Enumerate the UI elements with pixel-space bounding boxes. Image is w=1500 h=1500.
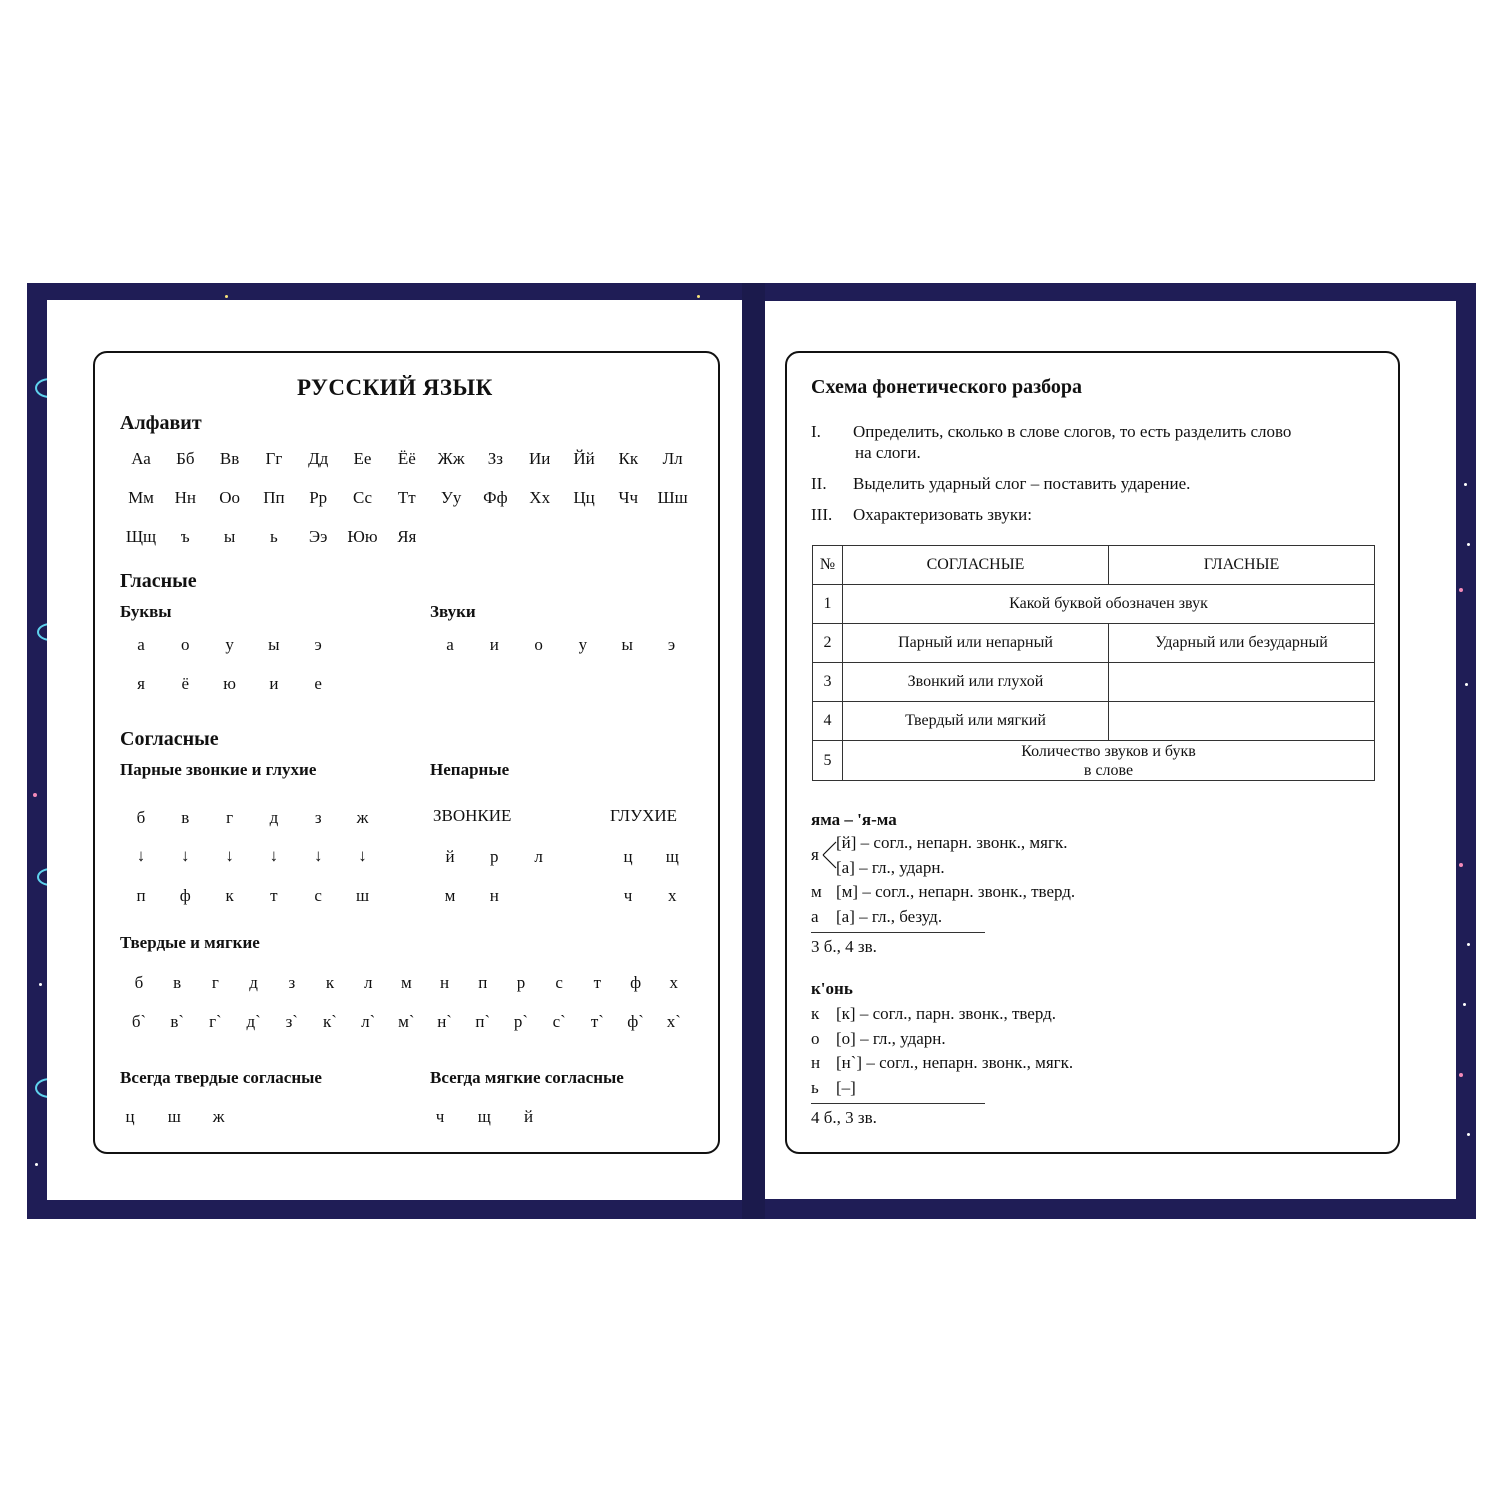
header-consonants: СОГЛАСНЫЕ xyxy=(843,546,1109,585)
hard-consonant: л xyxy=(363,973,373,992)
alphabet-letter: Ёё xyxy=(397,449,416,468)
voiceless-label: ГЛУХИЕ xyxy=(610,806,678,825)
example-1-heading: яма – 'я-ма xyxy=(811,810,897,829)
alphabet-letter: Цц xyxy=(573,488,595,507)
always-hard-letter: ш xyxy=(167,1107,181,1126)
vowels-heading: Гласные xyxy=(120,570,197,592)
hard-consonant: д xyxy=(249,973,258,992)
row-cell xyxy=(1109,702,1375,741)
row-cell: Парный или непарный xyxy=(843,624,1109,663)
unpaired-heading: Непарные xyxy=(430,760,510,779)
table-row xyxy=(813,741,1375,781)
row-cell xyxy=(1109,663,1375,702)
alphabet-letter: Нн xyxy=(174,488,196,507)
unpaired-voiceless-letter: ц xyxy=(623,847,633,866)
paired-voiced-letter: г xyxy=(226,808,234,827)
alphabet-letter: Фф xyxy=(483,488,508,507)
row-number: 3 xyxy=(813,663,843,702)
soft-consonant: н` xyxy=(437,1012,452,1031)
vowel-sound: э xyxy=(667,635,676,654)
vowel-letter: ю xyxy=(223,674,236,693)
step-3-text: Охарактеризовать звуки: xyxy=(853,505,1032,524)
example-1-m-sound: [м] – согл., непарн. звонк., тверд. xyxy=(836,882,1076,901)
alphabet-letter: Ии xyxy=(529,449,551,468)
step-1-text: Определить, сколько в слове слогов, то есть разделить слово xyxy=(853,422,1292,441)
vowel-letter: а xyxy=(137,635,145,654)
alphabet-letter: ы xyxy=(223,527,236,546)
sounds-heading: Звуки xyxy=(430,602,476,621)
alphabet-letter: Уу xyxy=(440,488,462,507)
paired-voiceless-letter: ш xyxy=(355,886,370,905)
scheme-title: Схема фонетического разбора xyxy=(811,376,1083,398)
step-3-num: III. xyxy=(811,505,833,524)
hard-consonant: п xyxy=(478,973,488,992)
hard-consonant: с xyxy=(555,973,563,992)
alphabet-letter: Яя xyxy=(397,527,417,546)
voiced-label: ЗВОНКИЕ xyxy=(433,806,512,825)
vowel-sound: у xyxy=(578,635,588,654)
unpaired-voiceless-letter: х xyxy=(668,886,677,905)
hard-consonant: т xyxy=(593,973,602,992)
alphabet-letter: Бб xyxy=(176,449,195,468)
alphabet-letter: Мм xyxy=(128,488,154,507)
table-row xyxy=(813,585,1375,624)
vowel-sound: о xyxy=(534,635,543,654)
example-2-letter: ь xyxy=(811,1077,819,1097)
page-title: РУССКИЙ ЯЗЫК xyxy=(297,375,493,400)
unpaired-voiced-letter: л xyxy=(534,847,543,866)
row-cell xyxy=(843,741,1375,781)
always-soft-letter: щ xyxy=(477,1107,491,1126)
paired-voiceless-letter: т xyxy=(270,886,278,905)
paired-voiceless-letter: с xyxy=(314,886,322,905)
left-frame xyxy=(93,351,720,1154)
alphabet-letter: Лл xyxy=(662,449,683,468)
header-vowels: ГЛАСНЫЕ xyxy=(1109,546,1375,585)
alphabet-letter: Шш xyxy=(657,488,688,507)
unpaired-voiced-letter: м xyxy=(444,886,456,905)
alphabet-letter: Щщ xyxy=(125,527,157,546)
alphabet-letter: Пп xyxy=(263,488,285,507)
example-1-ya-sound-2: [а] – гл., ударн. xyxy=(836,858,945,877)
example-2-sound: [о] – гл., ударн. xyxy=(836,1028,946,1048)
alphabet-letter: Вв xyxy=(219,449,240,468)
vowel-letter: э xyxy=(314,635,322,654)
alphabet-letter: Ээ xyxy=(308,527,328,546)
always-hard-heading: Всегда твердые согласные xyxy=(120,1068,322,1087)
soft-consonant: с` xyxy=(552,1012,566,1031)
paired-voiceless-letter: п xyxy=(136,886,146,905)
alphabet-letter: Зз xyxy=(487,449,503,468)
header-number: № xyxy=(813,546,843,585)
example-1-ya-sound-1: [й] – согл., непарн. звонк., мягк. xyxy=(836,833,1068,852)
alphabet-heading: Алфавит xyxy=(120,412,202,434)
soft-consonant: в` xyxy=(170,1012,185,1031)
alphabet-letter: ь xyxy=(270,527,278,546)
arrow-down-icon: ↓ xyxy=(136,846,146,865)
alphabet-letter: Йй xyxy=(573,449,595,468)
hard-consonant: м xyxy=(401,973,412,992)
example-1-a-letter: а xyxy=(811,907,819,926)
soft-consonant: м` xyxy=(398,1012,415,1031)
soft-consonant: л` xyxy=(361,1012,376,1031)
vowel-letter: о xyxy=(181,635,190,654)
unpaired-voiced-letter: р xyxy=(490,847,499,866)
soft-consonant: г` xyxy=(209,1012,222,1031)
hard-consonant: н xyxy=(440,973,450,992)
vowel-letter: я xyxy=(137,674,145,693)
unpaired-voiceless-letter: ч xyxy=(623,886,633,905)
table-header-row xyxy=(813,546,1375,585)
arrow-down-icon: ↓ xyxy=(313,846,323,865)
example-2-divider xyxy=(811,1103,985,1104)
hard-consonant: ф xyxy=(630,973,642,992)
book-spine xyxy=(742,283,765,1219)
soft-consonant: ф` xyxy=(627,1012,644,1031)
hard-soft-heading: Твердые и мягкие xyxy=(120,933,260,952)
always-soft-letter: й xyxy=(524,1107,534,1126)
paired-voiced-letter: б xyxy=(136,808,146,827)
unpaired-voiceless-letter: щ xyxy=(665,847,679,866)
table-row xyxy=(813,702,1375,741)
always-hard-letter: ж xyxy=(212,1107,225,1126)
paired-voiceless-letter: к xyxy=(225,886,234,905)
alphabet-letter: ъ xyxy=(180,527,190,546)
soft-consonant: б` xyxy=(131,1012,147,1031)
example-2-letter: о xyxy=(811,1028,820,1048)
letters-heading: Буквы xyxy=(120,602,172,621)
example-2-sound: [к] – согл., парн. звонк., тверд. xyxy=(836,1004,1057,1023)
row-cell: Твердый или мягкий xyxy=(843,702,1109,741)
consonants-heading: Согласные xyxy=(120,728,219,750)
always-hard-letter: ц xyxy=(125,1107,135,1126)
example-2-sound: [–] xyxy=(836,1077,856,1097)
paired-voiced-letter: з xyxy=(314,808,322,827)
alphabet-letter: Оо xyxy=(219,488,240,507)
example-1-letter-ya: я xyxy=(811,845,819,864)
alphabet-letter: Дд xyxy=(308,449,329,468)
row-cell-line: в слове xyxy=(1083,761,1134,779)
hard-consonant: х xyxy=(669,973,679,992)
vowel-sound: и xyxy=(489,635,499,654)
alphabet-letter: Чч xyxy=(618,488,639,507)
paired-voiced-letter: д xyxy=(269,808,279,827)
alphabet-letter: Аа xyxy=(131,449,151,468)
hard-consonant: к xyxy=(325,973,335,992)
alphabet-letter: Жж xyxy=(437,449,465,468)
hard-consonant: р xyxy=(516,973,526,992)
alphabet-letter: Ее xyxy=(353,449,372,468)
vowel-sound: ы xyxy=(621,635,633,654)
hard-consonant: г xyxy=(211,973,219,992)
always-soft-heading: Всегда мягкие согласные xyxy=(430,1068,624,1087)
example-1-m-letter: м xyxy=(811,882,822,901)
alphabet-letter: Хх xyxy=(529,488,551,507)
example-1-a-sound: [а] – гл., безуд. xyxy=(836,907,943,926)
soft-consonant: х` xyxy=(666,1012,681,1031)
soft-consonant: з` xyxy=(285,1012,298,1031)
soft-consonant: к` xyxy=(323,1012,337,1031)
unpaired-voiced-letter: н xyxy=(489,886,499,905)
row-number: 4 xyxy=(813,702,843,741)
soft-consonant: т` xyxy=(590,1012,604,1031)
paired-voiceless-letter: ф xyxy=(179,886,191,905)
alphabet-letter: Рр xyxy=(309,488,328,507)
paired-voiced-letter: ж xyxy=(356,808,369,827)
soft-consonant: п` xyxy=(475,1012,491,1031)
alphabet-letter: Тт xyxy=(397,488,416,507)
paired-heading: Парные звонкие и глухие xyxy=(120,760,317,779)
example-2-heading: к'онь xyxy=(811,979,853,998)
step-1-text-cont: на слоги. xyxy=(855,443,921,462)
table-row xyxy=(813,624,1375,663)
example-2-letter: к xyxy=(811,1004,820,1023)
row-number: 1 xyxy=(813,585,843,624)
table-row xyxy=(813,663,1375,702)
hard-consonant: з xyxy=(288,973,296,992)
row-cell-line: Количество звуков и букв xyxy=(1021,742,1196,760)
vowel-sound: а xyxy=(446,635,454,654)
alphabet-letter: Юю xyxy=(347,527,378,546)
step-1-num: I. xyxy=(811,422,821,441)
step-2-text: Выделить ударный слог – поставить ударение. xyxy=(853,474,1191,493)
hard-consonant: в xyxy=(173,973,182,992)
alphabet-letter: Гг xyxy=(265,449,283,468)
hard-consonant: б xyxy=(134,973,144,992)
alphabet-letter: Кк xyxy=(618,449,639,468)
row-number: 5 xyxy=(813,741,843,781)
arrow-down-icon: ↓ xyxy=(181,846,190,865)
unpaired-voiced-letter: й xyxy=(445,847,455,866)
example-2-letter: н xyxy=(811,1053,821,1072)
example-1-divider xyxy=(811,932,985,933)
row-cell: Ударный или безударный xyxy=(1109,624,1375,663)
arrow-down-icon: ↓ xyxy=(225,846,234,865)
row-cell: Какой буквой обозначен звук xyxy=(843,585,1375,624)
always-soft-letter: ч xyxy=(435,1107,445,1126)
soft-consonant: д` xyxy=(246,1012,261,1031)
paired-voiced-letter: в xyxy=(181,808,190,827)
vowel-letter: и xyxy=(269,674,279,693)
example-2-total: 4 б., 3 зв. xyxy=(811,1108,877,1127)
arrow-down-icon: ↓ xyxy=(269,846,279,865)
example-2-sound: [н`] – согл., непарн. звонк., мягк. xyxy=(836,1053,1074,1072)
phonetic-table xyxy=(812,545,1375,781)
vowel-letter: у xyxy=(225,635,234,654)
vowel-letter: е xyxy=(314,674,322,693)
row-number: 2 xyxy=(813,624,843,663)
row-cell: Звонкий или глухой xyxy=(843,663,1109,702)
step-2-num: II. xyxy=(811,474,827,493)
vowel-letter: ы xyxy=(268,635,280,654)
arrow-down-icon: ↓ xyxy=(358,846,367,865)
vowel-letter: ё xyxy=(181,674,190,693)
example-1-total: 3 б., 4 зв. xyxy=(811,937,877,956)
alphabet-letter: Сс xyxy=(352,488,373,507)
soft-consonant: р` xyxy=(513,1012,529,1031)
